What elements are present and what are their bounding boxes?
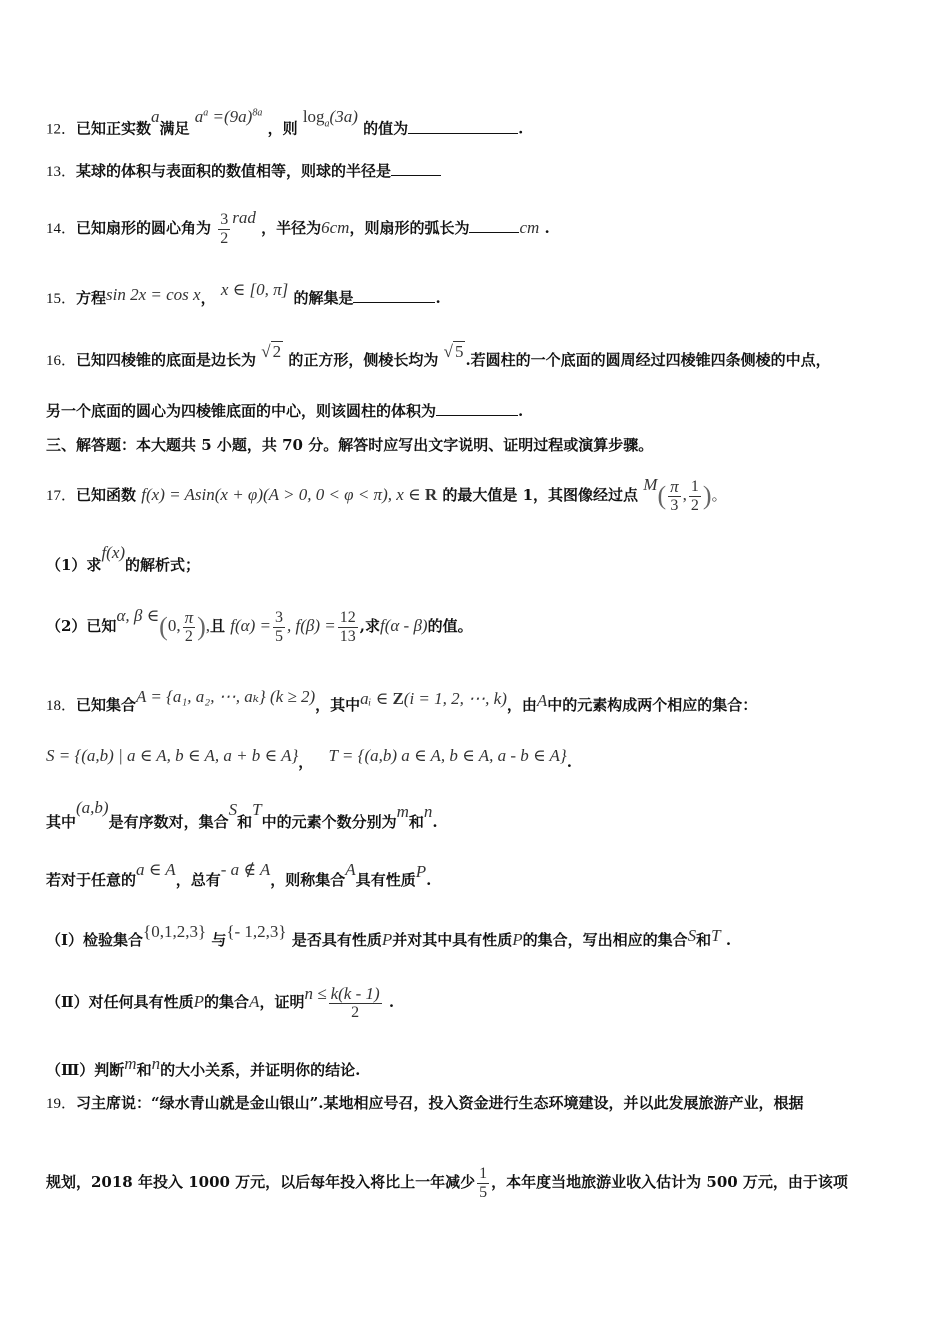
sqrt-5: √ 5: [443, 342, 464, 361]
section-heading: 三、解答题：本大题共 5 小题，共 70 分。解答时应写出文字说明、证明过程或演算步骤。: [46, 436, 654, 454]
answer-blank[interactable]: [408, 119, 518, 134]
q18-line2: S = {(a,b) | a ∈ A, b ∈ A, a + b ∈ A}， T = {(a,b) a ∈ A, b ∈ A, a - b ∈ A}.: [46, 746, 572, 771]
q18-part3: （Ⅲ）判断m和n的大小关系，并证明你的结论.: [46, 1054, 361, 1079]
q19-line1: 19．习主席说：“绿水青山就是金山银山”.某地相应号召，投入资金进行生态环境建设，并以此发展旅游产业，根据: [46, 1094, 804, 1112]
q13-line: 13．某球的体积与表面积的数值相等，则球的半径是: [46, 161, 441, 182]
sqrt-2: √ 2: [261, 342, 282, 361]
answer-blank[interactable]: [469, 218, 519, 233]
q12-equation: $a^a =(9a)^{8a}$: [194, 106, 263, 126]
q18-line1: 18．已知集合A = {a₁, a₂, ⋯, aₖ} (k ≥ 2)，其中aᵢ ∈ Z(i = 1, 2, ⋯, k)，由A中的元素构成两个相应的集合：: [46, 687, 758, 714]
q15-domain: x ∈ [0, π]: [220, 280, 289, 299]
set-A: A = {a₁, a₂, ⋯, aₖ} (k ≥ 2): [136, 687, 316, 706]
q17-part2: （2）已知α, β ∈(0, $\frac{\pi}{2}$ ),且 f(α) = $\frac{3}{5}$ , f(β) = $\frac{12}{13}$ ,求f(α - β)的值。: [46, 606, 473, 645]
q15-equation: sin 2x = cos x: [106, 285, 201, 304]
set-T: T = {(a,b) a ∈ A, b ∈ A, a - b ∈ A}: [328, 746, 567, 765]
set-0123: {0,1,2,3}: [143, 922, 207, 941]
set-neg123: {- 1,2,3}: [226, 922, 287, 941]
q17-function: f(x) = Asin(x + φ)(A > 0, 0 < φ < π), x ∈ R: [141, 485, 438, 504]
answer-blank[interactable]: [391, 161, 441, 176]
q12-number: 12．: [46, 121, 77, 138]
q12-log: $\log_a(3a)$: [302, 106, 358, 130]
q16-line1: 16．已知四棱锥的底面是边长为 √ 2 的正方形，侧棱长均为 √ 5 .若圆柱的一个底面的圆周经过四棱锥四条侧棱的中点，: [46, 342, 831, 369]
q14-line: 14．已知扇形的圆心角为 $\frac{3}{2}$ rad ，半径为6cm，则扇形的弧长为 cm .: [46, 208, 550, 247]
q18-part1: （Ⅰ）检验集合{0,1,2,3} 与{- 1,2,3} 是否具有性质P并对其中具有性质P的集合，写出相应的集合S和T .: [46, 922, 732, 949]
answer-blank[interactable]: [436, 401, 518, 416]
var-a: a: [151, 106, 160, 126]
answer-blank[interactable]: [353, 288, 435, 303]
fraction-1-5: $\frac{1}{5}$: [479, 1164, 488, 1201]
q18-line4: 若对于任意的a ∈ A，总有- a ∉ A，则称集合A具有性质P.: [46, 860, 432, 889]
q15-line: 15．方程sin 2x = cos x， x ∈ [0, π] 的解集是 .: [46, 280, 441, 307]
q17-part1: （1）求f(x)的解析式；: [46, 543, 201, 574]
q12-line: 12．已知正实数a满足 $a^a =(9a)^{8a}$ ，则 $\log_a(3a)$ 的值为 .: [46, 106, 524, 138]
q16-line2: 另一个底面的圆心为四棱锥底面的中心，则该圆柱的体积为 .: [46, 402, 524, 420]
q19-line2: 规划，2018 年投入 1000 万元，以后每年投入将比上一年减少 $\frac{1}{5}$ ，本年度当地旅游业收入估计为 500 万元，由于该项: [46, 1164, 848, 1201]
q18-line3: 其中(a,b)是有序数对，集合S和T中的元素个数分别为m和n.: [46, 798, 438, 831]
q18-part2: （Ⅱ）对任何具有性质P的集合A，证明n ≤ $\frac{k(k - 1)}{2}$ .: [46, 983, 395, 1021]
q17-line: 17．已知函数 f(x) = Asin(x + φ)(A > 0, 0 < φ < π), x ∈ R 的最大值是 1，其图像经过点 M( $\frac{\pi}{3}$ , $\frac{1}{2}$ )。: [46, 475, 727, 514]
fraction-3-2: $\frac{3}{2}$: [220, 210, 229, 247]
set-S: S = {(a,b) | a ∈ A, b ∈ A, a + b ∈ A}: [46, 746, 299, 765]
